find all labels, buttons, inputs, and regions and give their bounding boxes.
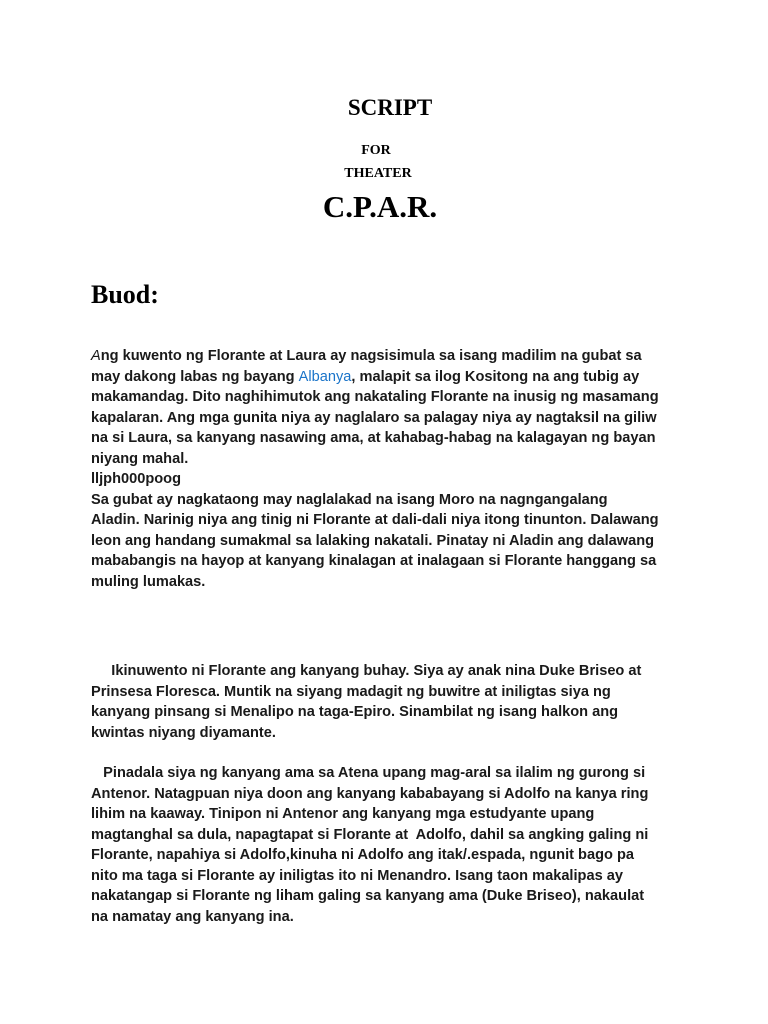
paragraph-2-line-3: Aladin. Narinig niya ang tinig ni Florante at dali-dali niya itong tinunton. Dalawang — [91, 512, 659, 528]
subtitle-theater: THEATER — [344, 166, 412, 181]
first-letter: A — [91, 348, 101, 364]
paragraph-4 — [91, 722, 691, 968]
paragraph-3-line-1: Ikinuwento ni Florante ang kanyang buhay. Siya ay anak nina Duke Briseo at — [91, 663, 642, 679]
paragraph-4-line-2: Antenor. Natagpuan niya doon ang kanyang kababayang si Adolfo na kanya ring — [91, 785, 649, 802]
paragraph-2-line-2: Sa gubat ay nagkataong may naglalakad na isang Moro na nagngangalang — [91, 491, 608, 508]
paragraph-3-line-4: kwintas niyang diyamante. — [91, 724, 276, 741]
paragraph-4-line-5: Florante, napahiya si Adolfo,kinuha ni Adolfo ang itak/.espada, ngunit bago pa — [91, 847, 634, 863]
title-script: SCRIPT — [347, 95, 433, 120]
paragraph-1-line-3: makamandag. Dito naghihimutok ang nakataling Florante na inusig ng masamang — [91, 389, 659, 405]
paragraph-2-line-6: muling lumakas. — [91, 573, 206, 590]
line-text: ng kuwento ng Florante at Laura ay nagsisimula sa isang madilim na gubat sa — [100, 348, 642, 364]
paragraph-2-line-4: leon ang handang sumakmal sa lalaking nakatali. Pinatay ni Aladin ang dalawang — [91, 532, 655, 549]
section-heading-buod: Buod: — [91, 280, 159, 309]
line-text: may dakong labas ng bayang — [91, 368, 299, 385]
paragraph-4-line-6: nito ma taga si Florante ay iniligtas ito ni Menandro. Isang taon makalipas ay — [91, 867, 623, 884]
paragraph-4-line-4: magtanghal sa dula, napagtapat si Florante at Adolfo, dahil sa angking galing ni — [91, 826, 649, 843]
paragraph-4-line-3: lihim na kaaway. Tinipon ni Antenor ang kanyang mga estudyante upang — [91, 806, 595, 822]
paragraph-4-line-8: na namatay ang kanyang ina. — [91, 908, 294, 925]
albanya-link[interactable]: Albanya — [298, 368, 352, 385]
paragraph-1-line-1 — [91, 346, 691, 367]
subtitle-for: FOR — [361, 143, 391, 158]
paragraph-2-line-1: lljph000poog — [91, 471, 181, 487]
title-cpar: C.P.A.R. — [322, 189, 438, 224]
paragraph-3-line-2: Prinsesa Floresca. Muntik na siyang madagit ng buwitre at iniligtas siya ng — [91, 683, 611, 700]
paragraph-4-line-1: Pinadala siya ng kanyang ama sa Atena upang mag-aral sa ilalim ng gurong si — [91, 765, 646, 781]
paragraph-1-line-4: kapalaran. Ang mga gunita niya ay naglalaro sa palagay niya ay nagtaksil na giliw — [91, 409, 657, 426]
paragraph-1-line-5: na si Laura, sa kanyang nasawing ama, at kahabag-habag na kalagayan ng bayan — [91, 430, 656, 446]
paragraph-2-line-5: mababangis na hayop at kanyang kinalagan at inalagaan si Florante hanggang sa — [91, 553, 657, 569]
paragraph-1 — [91, 346, 691, 469]
paragraph-1-line-2 — [91, 367, 691, 388]
paragraph-2 — [91, 469, 691, 592]
paragraph-4-line-7: nakatangap si Florante ng liham galing sa kanyang ama (Duke Briseo), nakaulat — [91, 888, 645, 904]
line-text: , malapit sa ilog Kositong na ang tubig ay — [351, 368, 640, 385]
paragraph-1-line-6: niyang mahal. — [91, 450, 189, 467]
paragraph-3-line-3: kanyang pinsang si Menalipo na taga-Epiro. Sinambilat ng isang halkon ang — [91, 704, 619, 720]
